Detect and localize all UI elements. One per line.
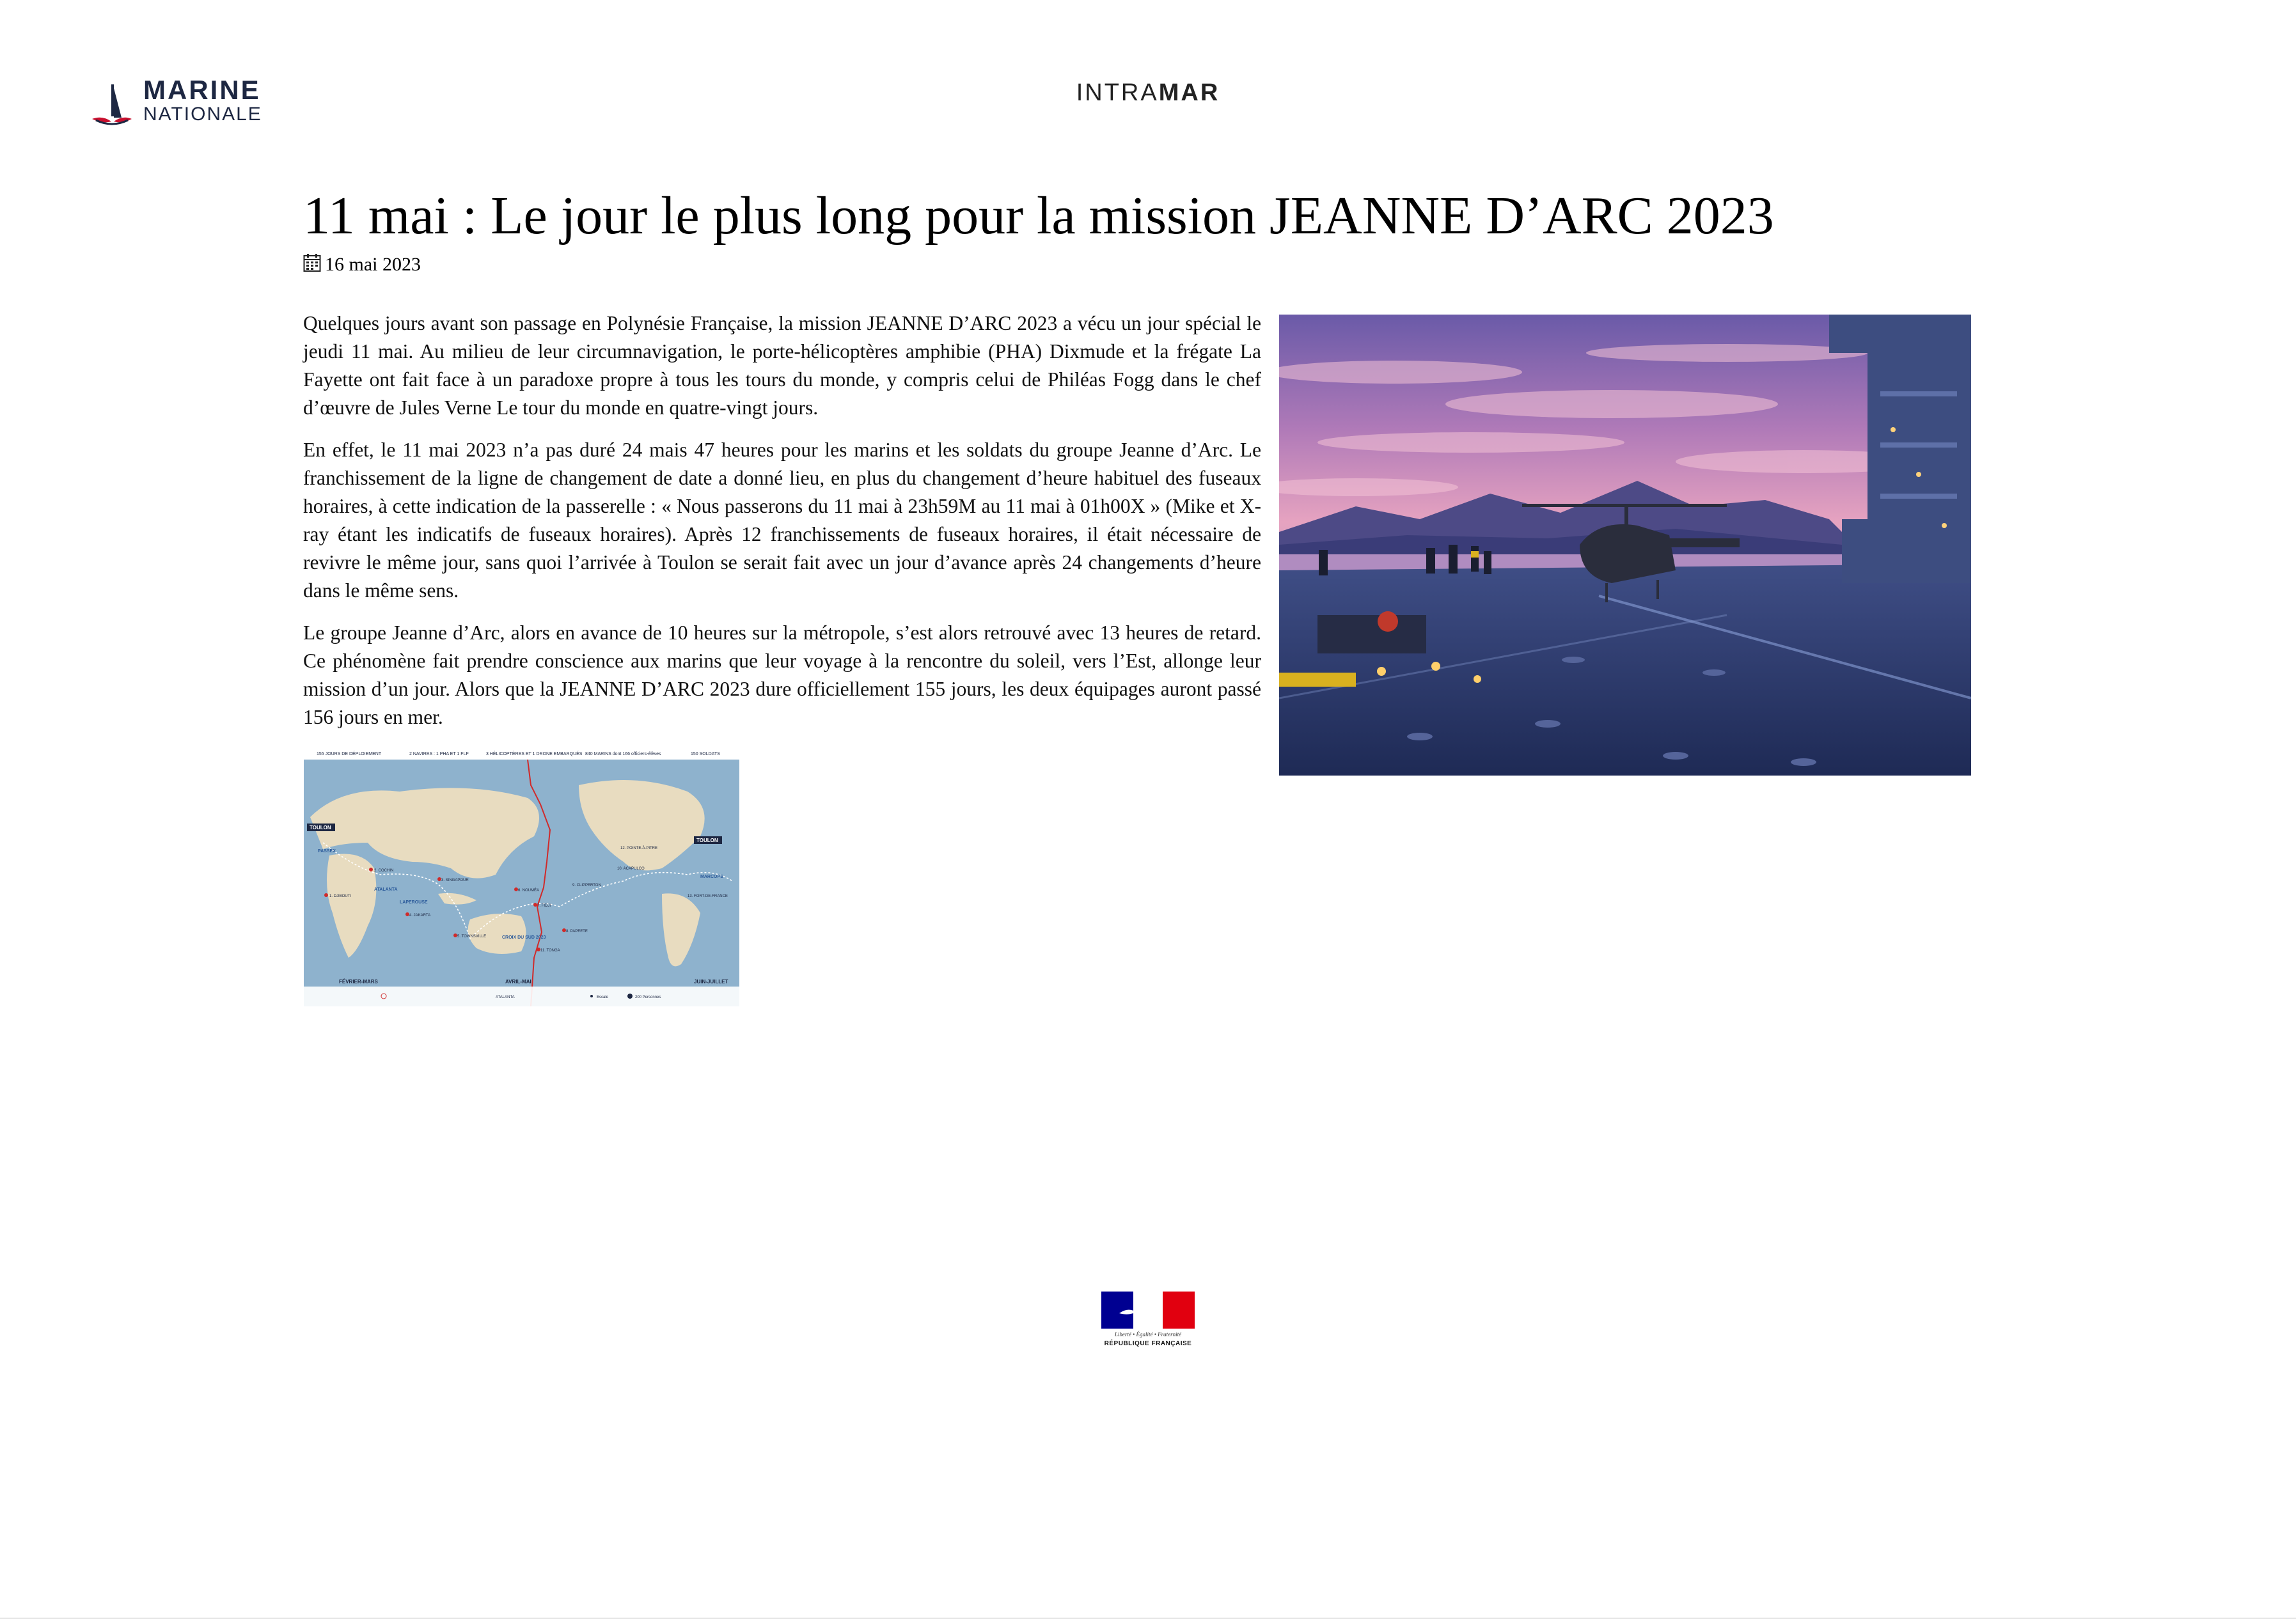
article-date — [303, 252, 421, 277]
article-date-text: 16 mai 2023 — [325, 254, 421, 275]
paragraph-2: En effet, le 11 mai 2023 n’a pas duré 24 mais 47 heures pour les marins et les soldats du groupe Jeanne d’Arc. Le franchissement de la ligne de changement de date a donné lieu, en plus du changement d’heure habituel des fuseaux horaires, à cette indication de la passerelle : « Nous passerons du 11 mai à 23h59M au 11 mai à 01h00X » (Mike et X-ray étant les indicatifs de fuseaux horaires). Après 12 franchissements de fuseaux horaires, il était nécessaire de revivre le même jour, sans quoi l’arrivée à Toulon se serait fait avec un jour d’avance après 24 changements d’heure dans le même sens. — [303, 439, 1261, 602]
map-label-marcops: MARCOPS — [700, 875, 723, 879]
map-stop-8: 8. PAPEETE — [566, 930, 588, 933]
marianne-icon — [1100, 1290, 1196, 1330]
map-legend-1: ATALANTA — [496, 995, 515, 999]
map-stop-3: 3. SINGAPOUR — [441, 878, 469, 882]
map-label-laperouse: LAPEROUSE — [400, 900, 428, 905]
map-period-3: JUIN-JUILLET — [694, 979, 728, 985]
map-stop-12: 12. POINTE-À-PITRE — [620, 847, 658, 850]
map-legend-3: 200 Personnes — [635, 995, 661, 999]
logo-line2: NATIONALE — [143, 104, 262, 125]
helicopter-deck-photo — [1279, 315, 1971, 776]
map-period-2: AVRIL-MAI — [505, 979, 531, 985]
anchor-logo-icon — [90, 79, 134, 130]
map-stop-6: 6. NOUMÉA — [518, 889, 540, 893]
map-stop-4: 4. JAKARTA — [409, 914, 431, 917]
paragraph-3: Le groupe Jeanne d’Arc, alors en avance de 10 heures sur la métropole, s’est alors retrouvé avec 13 heures de retard. Ce phénomène fait prendre conscience aux marins que leur voyage à la rencontre du soleil, vers l’Est, allonge leur mission d’un jour. Alors que la JEANNE D’ARC 2023 dure officiellement 155 jours, les deux équipages auront passé 156 jours en mer. — [303, 621, 1261, 728]
map-stop-2: 2. COCHIN — [374, 869, 394, 873]
map-stop-7: 7. FIDJI — [537, 904, 551, 908]
map-stop-1: 1. DJIBOUTI — [329, 894, 352, 898]
map-stat-2: 2 NAVIRES : 1 PHA ET 1 FLF — [409, 752, 469, 756]
map-stop-13: 13. FORT-DE-FRANCE — [688, 894, 728, 898]
map-stop-9: 9. CLIPPERTON — [572, 884, 601, 887]
paragraph-1: Quelques jours avant son passage en Polynésie Française, la mission JEANNE D’ARC 2023 a vécu un jour spécial le jeudi 11 mai. Au milieu de leur circumnavigation, le porte-hélicoptères amphibie (PHA) Dixmude et la frégate La Fayette ont fait face à un paradoxe propre à tous les tours du monde, y compris celui de Philéas Fogg dans le chef d’œuvre de Jules Verne Le tour du monde en quatre-vingt jours. — [303, 312, 1261, 419]
footer-motto: Liberté • Égalité • Fraternité — [1114, 1331, 1182, 1338]
map-stat-5: 150 SOLDATS — [691, 752, 720, 756]
map-stop-10: 10. ACAPULCO — [617, 867, 645, 871]
marine-nationale-logo[interactable] — [90, 75, 275, 133]
footer-republic: RÉPUBLIQUE FRANÇAISE — [1104, 1340, 1192, 1347]
map-stat-4: 840 MARINS dont 166 officiers-élèves — [585, 752, 661, 756]
article-title: 11 mai : Le jour le plus long pour la mission JEANNE D’ARC 2023 — [303, 186, 1774, 246]
map-stat-3: 3 HÉLICOPTÈRES ET 1 DRONE EMBARQUÉS — [486, 752, 583, 756]
map-toulon-right: TOULON — [696, 838, 718, 843]
map-stop-11: 11. TONGA — [540, 949, 560, 953]
map-label-passex: PASSEX — [318, 849, 336, 854]
site-title[interactable] — [1020, 79, 1276, 107]
article-body — [303, 309, 1261, 746]
map-label-croix-du-sud: CROIX DU SUD 2023 — [502, 935, 546, 940]
map-label-atalanta: ATALANTA — [374, 887, 398, 892]
mission-route-map — [304, 747, 739, 1006]
map-stop-5: 5. TOWNSVILLE — [457, 935, 487, 939]
map-legend-2: Escale — [597, 995, 609, 999]
map-stat-1: 155 JOURS DE DÉPLOIEMENT — [317, 752, 382, 756]
calendar-icon — [303, 253, 321, 272]
republique-francaise-logo — [1100, 1290, 1196, 1348]
map-toulon-left: TOULON — [310, 825, 331, 831]
site-title-suffix: MAR — [1158, 79, 1220, 106]
map-period-1: FÉVRIER-MARS — [339, 979, 378, 985]
bottom-divider — [0, 1618, 2296, 1619]
logo-line1: MARINE — [143, 75, 261, 105]
site-title-prefix: INTRA — [1076, 79, 1159, 106]
